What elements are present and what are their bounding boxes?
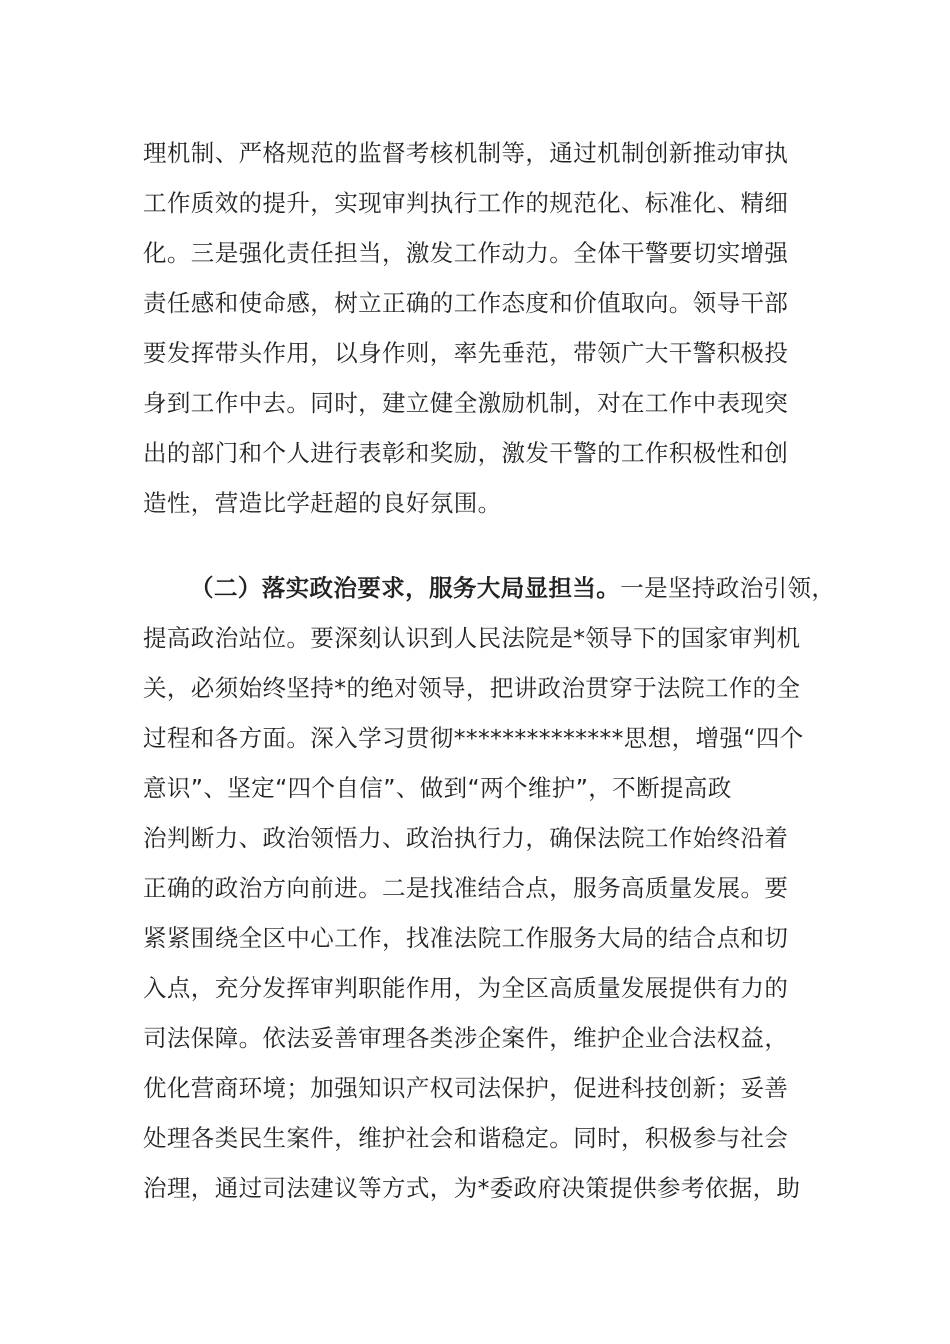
text-line: 工作质效的提升，实现审判执行工作的规范化、标准化、精细 (143, 189, 789, 217)
paragraph-spacer (143, 528, 807, 563)
text-line-first (143, 563, 836, 613)
text-line: 过程和各方面。深入学习贯彻**************思想，增强“四个 (143, 724, 804, 752)
text-line: 提高政治站位。要深刻认识到人民法院是*领导下的国家审判机 (143, 624, 801, 652)
text-line: 要发挥带头作用，以身作则，率先垂范，带领广大干警积极投 (143, 339, 789, 367)
text-line: 理机制、严格规范的监督考核机制等，通过机制创新推动审执 (143, 139, 789, 167)
text-line: 意识”、坚定“四个自信”、做到“两个维护”，不断提高政 (143, 774, 732, 802)
section-heading: （二）落实政治要求，服务大局显担当。 (190, 574, 621, 602)
text-line: 造性，营造比学赶超的良好氛围。 (143, 489, 502, 517)
text-line: 治理，通过司法建议等方式，为*委政府决策提供参考依据，助 (143, 1174, 801, 1202)
text-line: 关，必须始终坚持*的绝对领导，把讲政治贯穿于法院工作的全 (143, 674, 801, 702)
text-line: 入点，充分发挥审判职能作用，为全区高质量发展提供有力的 (143, 974, 789, 1002)
paragraph-1 (143, 128, 807, 528)
text-line: 化。三是强化责任担当，激发工作动力。全体干警要切实增强 (143, 239, 789, 267)
text-line: 身到工作中去。同时，建立健全激励机制，对在工作中表现突 (143, 389, 789, 417)
document-body (143, 128, 836, 1213)
heading-line-rest: 一是坚持政治引领， (620, 574, 836, 602)
text-line: 正确的政治方向前进。二是找准结合点，服务高质量发展。要 (143, 874, 789, 902)
text-line: 司法保障。依法妥善审理各类涉企案件，维护企业合法权益， (143, 1024, 789, 1052)
text-line: 责任感和使命感，树立正确的工作态度和价值取向。领导干部 (143, 289, 789, 317)
paragraph-2 (143, 563, 836, 1213)
text-line: 紧紧围绕全区中心工作，找准法院工作服务大局的结合点和切 (143, 924, 789, 952)
text-line: 治判断力、政治领悟力、政治执行力，确保法院工作始终沿着 (143, 824, 789, 852)
text-line: 优化营商环境；加强知识产权司法保护，促进科技创新；妥善 (143, 1074, 789, 1102)
text-line: 出的部门和个人进行表彰和奖励，激发干警的工作积极性和创 (143, 439, 789, 467)
text-line: 处理各类民生案件，维护社会和谐稳定。同时，积极参与社会 (143, 1124, 789, 1152)
